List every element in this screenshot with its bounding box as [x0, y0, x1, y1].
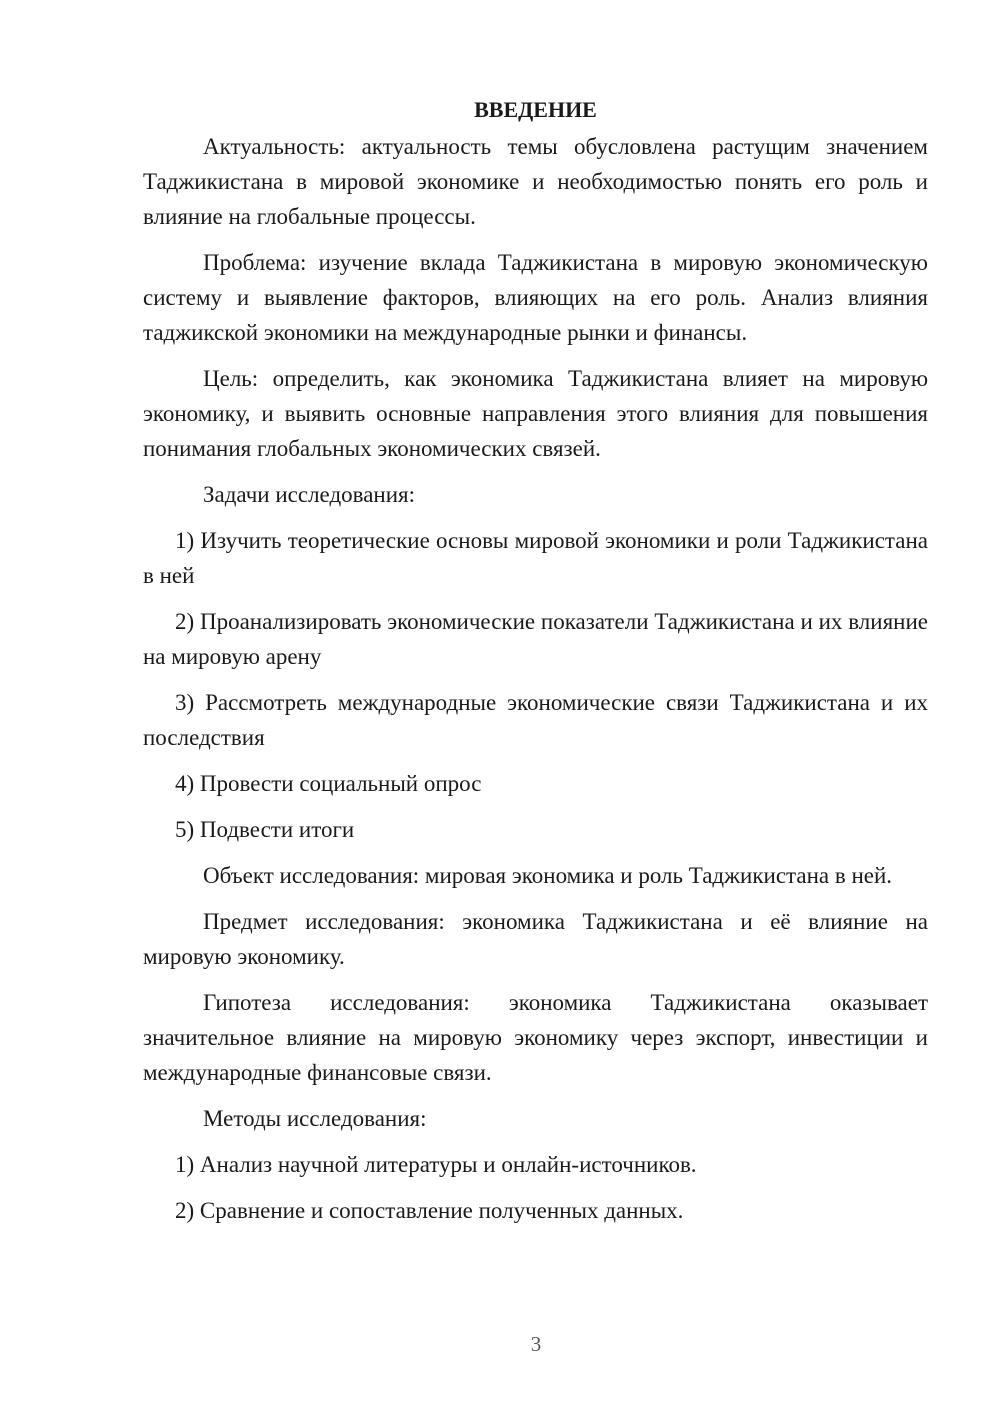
relevance-paragraph: Актуальность: актуальность темы обусловлена растущим значением Таджикистана в мировой экономике и необходимостью понять его роль и влияние на глобальные процессы.	[143, 134, 928, 229]
object-paragraph: Объект исследования: мировая экономика и роль Таджикистана в ней.	[203, 863, 893, 888]
methods-heading: Методы исследования:	[203, 1106, 427, 1131]
method-item-1: 1) Анализ научной литературы и онлайн-источников.	[175, 1152, 697, 1177]
page-number: 3	[530, 1332, 542, 1356]
problem-paragraph: Проблема: изучение вклада Таджикистана в мировую экономическую систему и выявление факторов, влияющих на его роль. Анализ влияния таджикской экономики на международные рынки и финансы.	[143, 250, 928, 345]
section-title: ВВЕДЕНИЕ	[474, 97, 597, 122]
task-item-5: 5) Подвести итоги	[175, 817, 355, 842]
task-item-2: 2) Проанализировать экономические показатели Таджикистана и их влияние на мировую арену	[143, 609, 928, 669]
subject-paragraph: Предмет исследования: экономика Таджикистана и её влияние на мировую экономику.	[143, 909, 928, 969]
task-item-4: 4) Провести социальный опрос	[175, 771, 482, 796]
tasks-heading: Задачи исследования:	[203, 482, 416, 507]
goal-paragraph: Цель: определить, как экономика Таджикистана влияет на мировую экономику, и выявить основные направления этого влияния для повышения понимания глобальных экономических связей.	[143, 366, 928, 461]
task-item-3: 3) Рассмотреть международные экономические связи Таджикистана и их последствия	[143, 690, 928, 750]
hypothesis-paragraph: Гипотеза исследования: экономика Таджикистана оказывает значительное влияние на мировую экономику через экспорт, инвестиции и международные финансовые связи.	[143, 990, 928, 1085]
task-item-1: 1) Изучить теоретические основы мировой экономики и роли Таджикистана в ней	[143, 528, 928, 588]
document-body	[143, 92, 928, 1239]
method-item-2: 2) Сравнение и сопоставление полученных данных.	[175, 1198, 684, 1223]
